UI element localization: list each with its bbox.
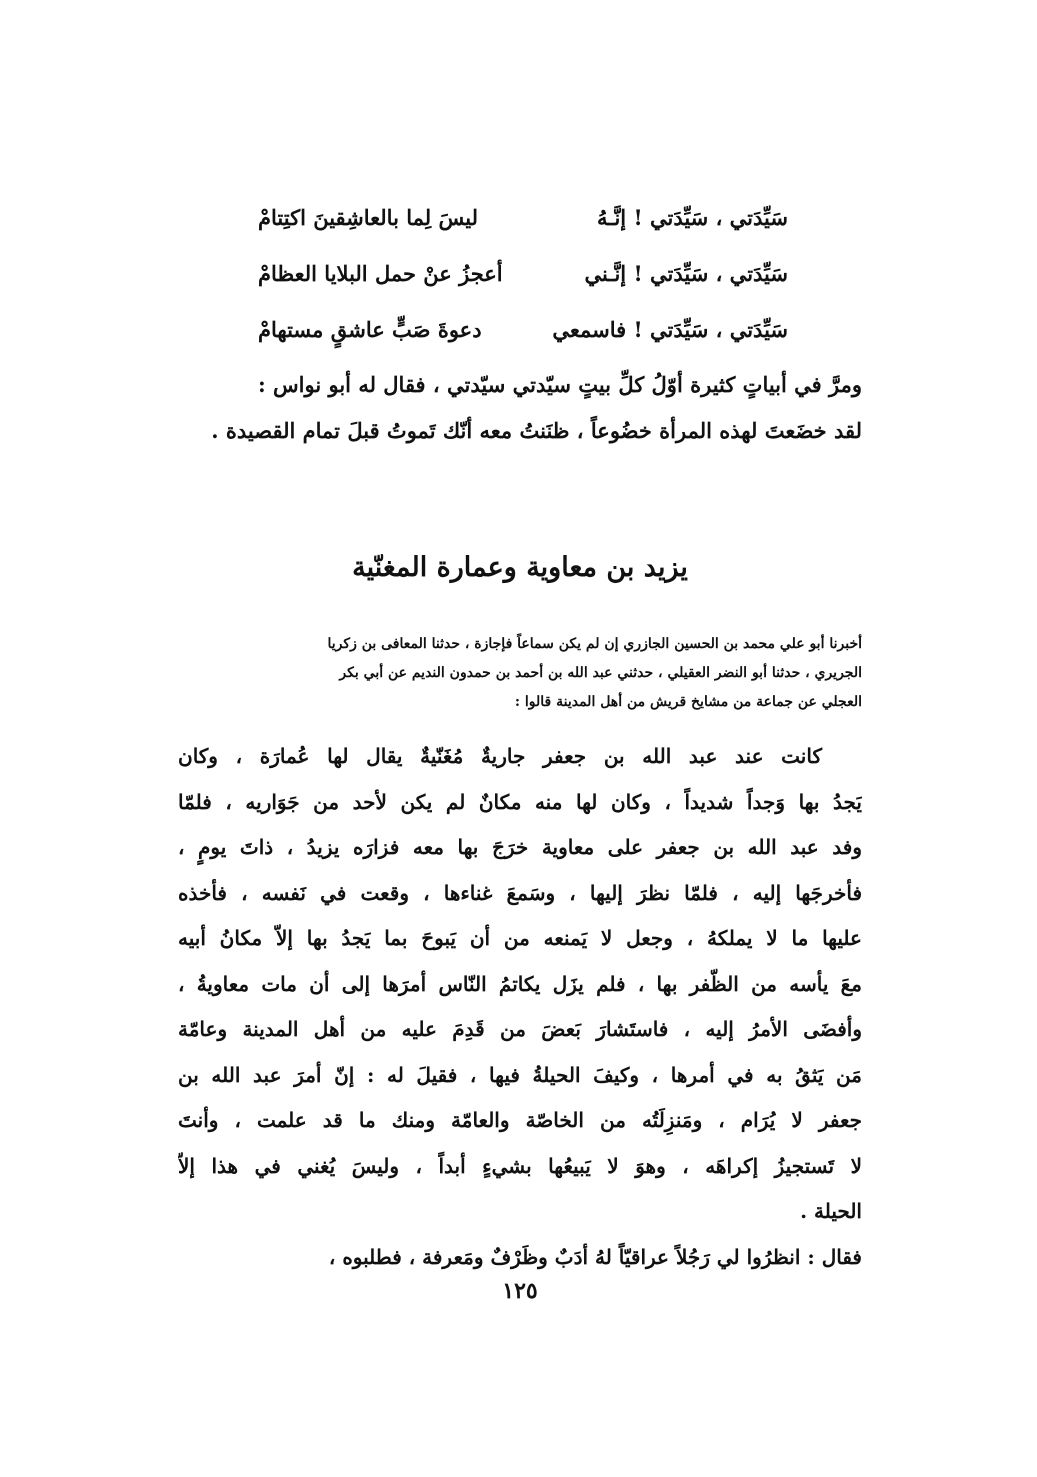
- section-title: يزيد بن معاوية وعمارة المغنّية: [352, 552, 688, 583]
- body-line: وفد عبد الله بن جعفر على معاوية خرَجَ بها معه فزارَه يزيدُ ، ذاتَ يومٍ ،: [178, 835, 862, 859]
- body-line: يَجدُ بها وَجداً شديداً ، وكان لها منه مكانٌ لم يكن لأحد من جَوَاريه ، فلمّا: [178, 789, 862, 814]
- page-number: ١٢٥: [502, 1278, 538, 1304]
- verse-line: [258, 198, 788, 254]
- body-line: عليها ما لا يملكهُ ، وجعل لا يَمنعه من أن يَبوحَ بما يَجدُ بها إلاّ مكانُ أبيه: [178, 926, 862, 950]
- prose-line: لقد خضَعتَ لهذه المرأة خضُوعاً ، ظنَنتُ معه أنّك تَموتُ قبلَ تمام القصيدة .: [211, 418, 862, 443]
- isnad-line: العجلي عن جماعة من مشايخ قريش من أهل المدينة قالوا :: [514, 694, 862, 710]
- intro-prose: [180, 362, 862, 454]
- verse-second-hemistich: ليسَ لِما بالعاشِقينَ اكتِتامْ: [258, 205, 478, 230]
- body-line: وأفضَى الأمرُ إليه ، فاستَشارَ بَعضَ من قَدِمَ عليه من أهل المدينة وعامّة: [178, 1017, 862, 1041]
- verse-second-hemistich: دعوةَ صَبٍّ عاشقٍ مستهامْ: [258, 317, 482, 342]
- isnad-line: الجريري ، حدثنا أبو النضر العقيلي ، حدثني عبد الله بن أحمد بن حمدون النديم عن أبي بكر: [339, 665, 862, 681]
- body-line: فقال : انظرُوا لي رَجُلاً عراقيّاً لهُ أدَبٌ وظَرْفٌ ومَعرفة ، فطلبوه ،: [328, 1244, 862, 1269]
- poem-verses: [258, 198, 788, 366]
- prose-line: ومرَّ في أبياتٍ كثيرة أوّلُ كلِّ بيتٍ سيّدتي سيّدتي ، فقال له أبو نواس :: [257, 372, 862, 397]
- verse-line: [258, 254, 788, 310]
- verse-first-hemistich: سَيِّدَتي ، سَيِّدَتي ! إنَّـهُ: [597, 205, 788, 230]
- verse-line: [258, 310, 788, 366]
- isnad-line: أخبرنا أبو علي محمد بن الحسين الجازري إن لم يكن سماعاً فإجازة ، حدثنا المعافى بن زكريا: [327, 636, 862, 652]
- main-narrative: [178, 734, 862, 1280]
- verse-first-hemistich: سَيِّدَتي ، سَيِّدَتي ! فاسمعي: [552, 317, 788, 342]
- body-line: جعفر لا يُرَام ، ومَنزِلَتُه من الخاصّة والعامّة ومنك ما قد علمت ، وأنتَ: [178, 1108, 862, 1132]
- body-line: فأخرجَها إليه ، فلمّا نظرَ إليها ، وسَمعَ غناءها ، وقعت في نَفسه ، فأخذه: [178, 880, 862, 905]
- isnad-chain: [178, 630, 862, 717]
- verse-first-hemistich: سَيِّدَتي ، سَيِّدَتي ! إنَّـني: [584, 261, 788, 286]
- body-line: لا تَستجيزُ إكراهَه ، وهوَ لا يَبيعُها بشيءٍ أبداً ، وليسَ يُغني في هذا إلاّ: [178, 1153, 862, 1178]
- verse-second-hemistich: أعجزُ عنْ حمل البلايا العظامْ: [258, 261, 503, 286]
- body-line: مَن يَثقُ به في أمرها ، وكيفَ الحيلةُ فيها ، فقيلَ له : إنّ أمرَ عبد الله بن: [178, 1062, 862, 1087]
- body-line: الحيلة .: [800, 1199, 862, 1223]
- body-line: معَ يأسه من الظّفر بها ، فلم يزَل يكاتمُ النّاس أمرَها إلى أن مات معاويةُ ،: [178, 971, 862, 996]
- body-line: كانت عند عبد الله بن جعفر جاريةٌ مُغَنّيةٌ يقال لها عُمارَة ، وكان: [178, 744, 822, 768]
